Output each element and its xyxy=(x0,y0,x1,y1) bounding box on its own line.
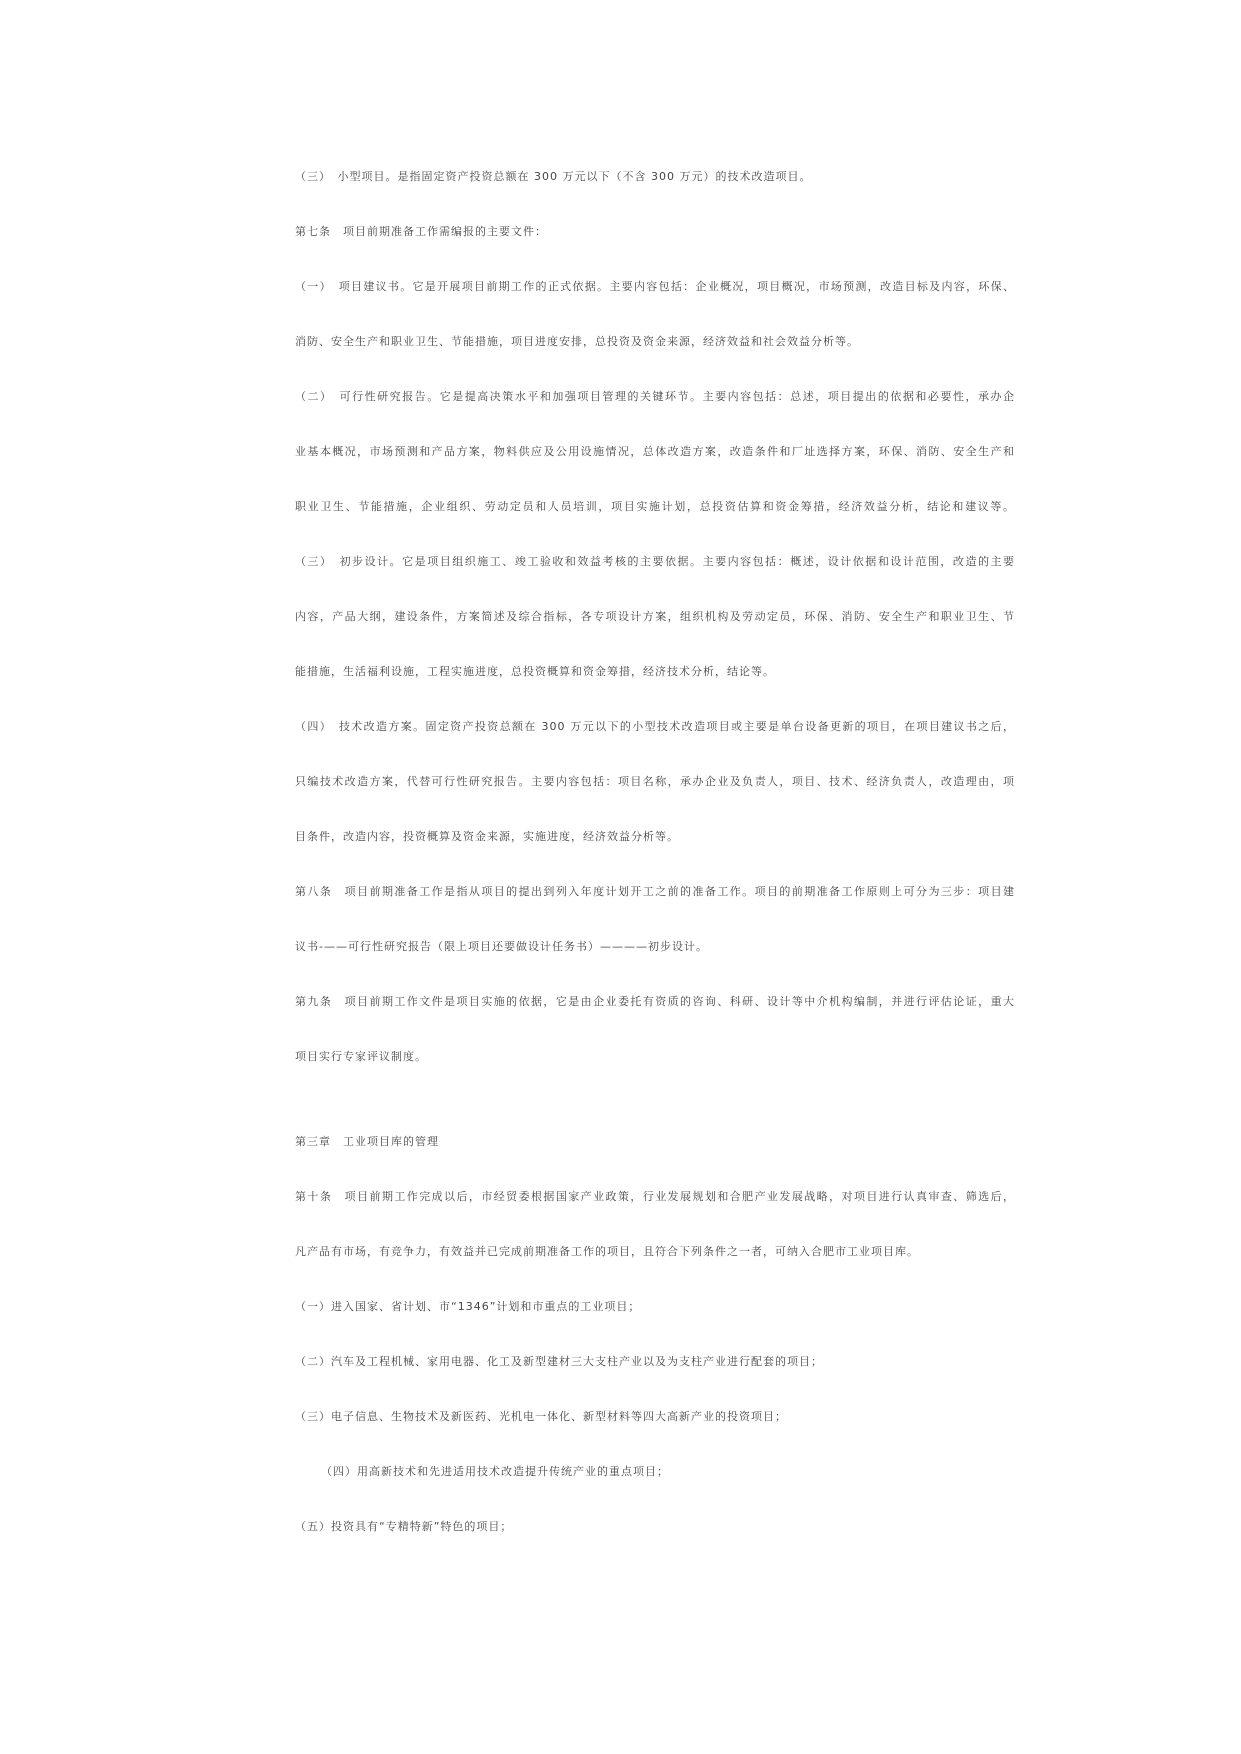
section-spacer xyxy=(295,1084,1015,1114)
text-line: （二）汽车及工程机械、家用电器、化工及新型建材三大支柱产业以及为支柱产业进行配套的项目； xyxy=(295,1355,823,1368)
text-line: 第七条 项目前期准备工作需编报的主要文件： xyxy=(295,225,547,238)
text-line: 凡产品有市场，有竞争力，有效益并已完成前期准备工作的项目，且符合下列条件之一者，可纳入合肥市工业项目库。 xyxy=(295,1245,919,1258)
text-line: （二） 可行性研究报告。它是提高决策水平和加强项目管理的关键环节。主要内容包括：总述，项目提出的依据和必要性，承办企 xyxy=(295,390,1015,403)
text-line: （五）投资具有“专精特新”特色的项目； xyxy=(295,1520,513,1533)
criteria-item-3 xyxy=(295,1389,1015,1444)
text-line: （三） 初步设计。它是项目组织施工、竣工验收和效益考核的主要依据。主要内容包括：概述，设计依据和设计范围，改造的主要 xyxy=(295,555,1015,568)
text-line: 议书-——可行性研究报告（限上项目还要做设计任务书）————初步设计。 xyxy=(295,940,708,953)
criteria-item-2 xyxy=(295,1334,1015,1389)
text-line: （四）用高新技术和先进适用技术改造提升传统产业的重点项目； xyxy=(321,1465,669,1478)
text-line: （一）进入国家、省计划、市“1346”计划和市重点的工业项目； xyxy=(295,1300,641,1313)
text-line: 第十条 项目前期工作完成以后，市经贸委根据国家产业政策，行业发展规划和合肥产业发展战略，对项目进行认真审查、筛选后， xyxy=(295,1190,1015,1203)
text-line: 项目实行专家评议制度。 xyxy=(295,1050,427,1063)
text-line: 业基本概况，市场预测和产品方案，物料供应及公用设施情况，总体改造方案，改造条件和厂址选择方案，环保、消防、安全生产和 xyxy=(295,445,1015,458)
item-2-feasibility-report xyxy=(295,369,1015,534)
text-line: （三） 小型项目。是指固定资产投资总额在 300 万元以下（不含 300 万元）的技术改造项目。 xyxy=(295,170,812,183)
text-line: 能措施，生活福利设施，工程实施进度，总投资概算和资金筹措，经济技术分析，结论等。 xyxy=(295,665,775,678)
text-line: 只编技术改造方案，代替可行性研究报告。主要内容包括：项目名称，承办企业及负责人，项目、技术、经济负责人，改造理由，项 xyxy=(295,775,1015,788)
text-line: 内容，产品大纲，建设条件，方案简述及综合指标，各专项设计方案，组织机构及劳动定员，环保、消防、安全生产和职业卫生、节 xyxy=(295,610,1015,623)
text-line: 目条件，改造内容，投资概算及资金来源，实施进度，经济效益分析等。 xyxy=(295,830,679,843)
item-1-project-proposal xyxy=(295,259,1015,369)
text-line: （四） 技术改造方案。固定资产投资总额在 300 万元以下的小型技术改造项目或主要是单台设备更新的项目，在项目建议书之后， xyxy=(295,720,1015,733)
text-line: 消防、安全生产和职业卫生、节能措施，项目进度安排，总投资及资金来源，经济效益和社会效益分析等。 xyxy=(295,335,859,348)
item-4-renovation-plan xyxy=(295,699,1015,864)
article-8 xyxy=(295,864,1015,974)
document-body xyxy=(295,149,1015,1554)
item-3-small-projects xyxy=(295,149,1015,204)
article-7 xyxy=(295,204,1015,259)
criteria-item-5 xyxy=(295,1499,1015,1554)
criteria-item-4 xyxy=(295,1444,1015,1499)
text-line: （一） 项目建议书。它是开展项目前期工作的正式依据。主要内容包括：企业概况，项目概况，市场预测，改造目标及内容，环保、 xyxy=(295,280,1015,293)
chapter-heading: 第三章 工业项目库的管理 xyxy=(295,1135,439,1148)
text-line: 第八条 项目前期准备工作是指从项目的提出到列入年度计划开工之前的准备工作。项目的前期准备工作原则上可分为三步：项目建 xyxy=(295,885,1015,898)
text-line: 职业卫生、节能措施，企业组织、劳动定员和人员培训，项目实施计划，总投资估算和资金筹措，经济效益分析，结论和建议等。 xyxy=(295,500,1015,513)
text-line: 第九条 项目前期工作文件是项目实施的依据，它是由企业委托有资质的咨询、科研、设计等中介机构编制，并进行评估论证，重大 xyxy=(295,995,1015,1008)
criteria-item-1 xyxy=(295,1279,1015,1334)
text-line: （三）电子信息、生物技术及新医药、光机电一体化、新型材料等四大高新产业的投资项目； xyxy=(295,1410,787,1423)
item-3-preliminary-design xyxy=(295,534,1015,699)
article-9 xyxy=(295,974,1015,1084)
article-10 xyxy=(295,1169,1015,1279)
